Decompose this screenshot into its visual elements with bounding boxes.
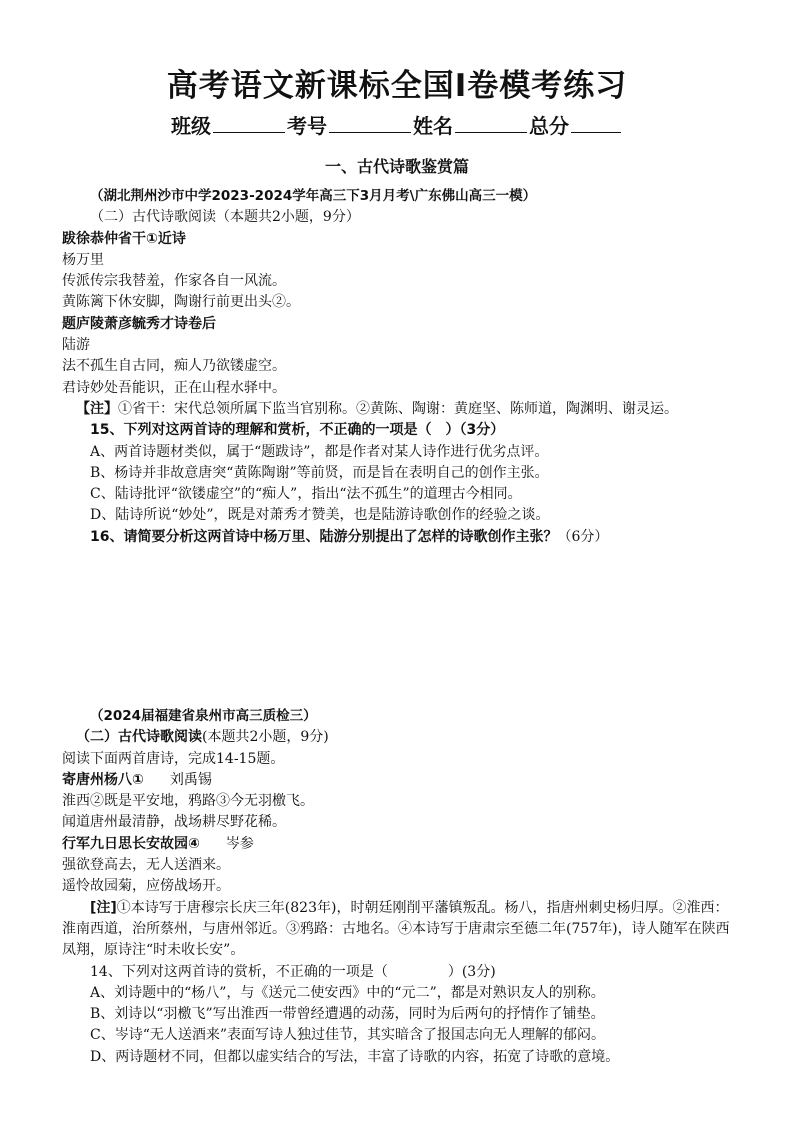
part2-poem1-title: 寄唐州杨八① bbox=[62, 771, 144, 788]
q14-option-b: B、刘诗以“羽檄飞”写出淮西一带曾经遭遇的动荡，同时为后两句的抒情作了铺垫。 bbox=[90, 1006, 605, 1023]
q14-score: ）(3分) bbox=[447, 963, 496, 980]
q15-option-c: C、陆诗批评“欲镂虚空”的“痴人”，指出“法不孤生”的道理古今相同。 bbox=[90, 486, 522, 503]
part1-note-label: 【注】 bbox=[76, 400, 118, 417]
q15-option-d: D、陆诗所说“妙处”，既是对萧秀才赞美，也是陆游诗歌创作的经验之谈。 bbox=[90, 507, 550, 524]
part1-note-text: ①省干：宋代总领所属下监当官别称。②黄陈、陶谢：黄庭坚、陈师道，陶渊明、谢灵运。 bbox=[118, 400, 678, 417]
section-title: 一、古代诗歌鉴赏篇 bbox=[324, 157, 469, 176]
part2-poem2-heading bbox=[62, 834, 738, 855]
id-blank[interactable] bbox=[329, 114, 411, 133]
id-label: 考号 bbox=[287, 114, 327, 138]
part1-poem2-author: 陆游 bbox=[62, 337, 90, 354]
class-blank[interactable] bbox=[213, 114, 285, 133]
part2-poem1-line2: 闻道唐州最清静，战场耕尽野花稀。 bbox=[62, 814, 286, 831]
part1-source: （湖北荆州沙市中学2023-2024学年高三下3月月考\广东佛山高三一模） bbox=[90, 188, 537, 204]
part1-poem2-line1: 法不孤生自古同，痴人乃欲镂虚空。 bbox=[62, 358, 286, 375]
poem1-title-text: 跋徐恭仲省干①近诗 bbox=[62, 230, 186, 247]
part1-poem1-title bbox=[62, 229, 738, 250]
part2-source: （2024届福建省泉州市高三质检三） bbox=[90, 708, 317, 724]
q15-option-a: A、两首诗题材类似，属于“题跋诗”，都是作者对某人诗作进行优劣点评。 bbox=[90, 443, 549, 460]
student-info-row bbox=[0, 110, 794, 139]
q15-option-b: B、杨诗并非故意唐突“黄陈陶谢”等前贤，而是旨在表明自己的创作主张。 bbox=[90, 464, 549, 481]
part2-heading-bold: （二）古代诗歌阅读 bbox=[76, 729, 202, 746]
part2-poem2-title: 行军九日思长安故园④ bbox=[62, 835, 200, 852]
part1-poem2-title: 题庐陵萧彦毓秀才诗卷后 bbox=[62, 315, 216, 332]
part1-poem1-line1: 传派传宗我替羞，作家各自一风流。 bbox=[62, 273, 286, 290]
q14-option-c: C、岑诗“无人送酒来”表面写诗人独过佳节，其实暗含了报国志向无人理解的郁闷。 bbox=[90, 1027, 606, 1044]
part2-poem1-author: 刘禹锡 bbox=[169, 771, 212, 788]
part1-block bbox=[62, 186, 738, 678]
score-blank[interactable] bbox=[571, 114, 621, 133]
part2-block bbox=[62, 706, 738, 1068]
part2-heading-rest: (本题共2小题，9分) bbox=[202, 729, 329, 746]
class-label: 班级 bbox=[171, 114, 211, 138]
part2-poem2-author: 岑参 bbox=[225, 835, 254, 852]
part1-heading: （二）古代诗歌阅读（本题共2小题，9分） bbox=[90, 209, 360, 226]
q16-score: （6分） bbox=[557, 528, 609, 545]
score-label: 总分 bbox=[529, 114, 569, 138]
part1-poem2-line2: 君诗妙处吾能识，正在山程水驿中。 bbox=[62, 379, 286, 396]
part2-poem2-line2: 遥怜故园菊，应傍战场开。 bbox=[62, 878, 230, 895]
part1-poem1-line2: 黄陈篱下休安脚，陶谢行前更出头②。 bbox=[62, 294, 300, 311]
question-14 bbox=[62, 962, 738, 983]
q14-text: 14、下列对这两首诗的赏析，不正确的一项是（ bbox=[90, 963, 388, 980]
part2-poem1-line1: 淮西②既是平安地，鸦路③今无羽檄飞。 bbox=[62, 793, 314, 810]
part1-note bbox=[62, 399, 738, 420]
q16-text: 16、请简要分析这两首诗中杨万里、陆游分别提出了怎样的诗歌创作主张？ bbox=[90, 528, 558, 545]
part2-poem2-line1: 强欲登高去，无人送酒来。 bbox=[62, 857, 230, 874]
page-title: 高考语文新课标全国Ⅰ卷模考练习 bbox=[166, 68, 628, 104]
part2-note-label: [注] bbox=[90, 899, 117, 916]
part2-intro: 阅读下面两首唐诗，完成14-15题。 bbox=[62, 750, 285, 767]
part2-poem1-heading bbox=[62, 770, 738, 791]
part2-note-text: ①本诗写于唐穆宗长庆三年(823年)，时朝廷刚削平藩镇叛乱。杨八，指唐州刺史杨归厚。②淮西：淮南西道，治所蔡州，与唐州邻近。③鸦路：古地名。④本诗写于唐肃宗至德二年(757年)，诗人随军在陕西凤翔，原诗注“时未收长安”。 bbox=[62, 899, 730, 959]
question-15: 15、下列对这两首诗的理解和赏析，不正确的一项是（ ）（3分） bbox=[90, 422, 505, 439]
name-label: 姓名 bbox=[413, 114, 453, 138]
part2-note bbox=[62, 898, 738, 962]
question-16 bbox=[62, 527, 738, 548]
part1-poem1-author: 杨万里 bbox=[62, 251, 104, 268]
name-blank[interactable] bbox=[455, 114, 527, 133]
q14-option-a: A、刘诗题中的“杨八”，与《送元二使安西》中的“元二”，都是对熟识友人的别称。 bbox=[90, 984, 605, 1001]
part2-heading bbox=[62, 727, 738, 748]
q14-option-d: D、两诗题材不同，但都以虚实结合的写法，丰富了诗歌的内容，拓宽了诗歌的意境。 bbox=[90, 1048, 620, 1065]
q16-answer-space[interactable] bbox=[62, 548, 738, 678]
